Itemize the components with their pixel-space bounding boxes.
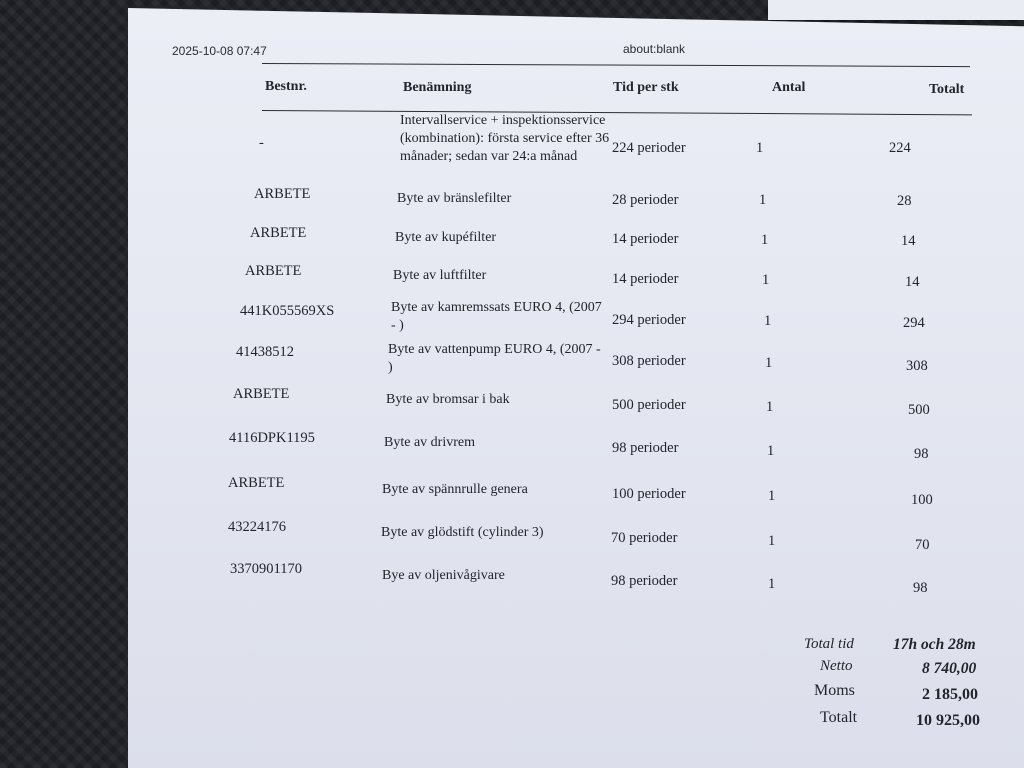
row-0-desc: Intervallservice + inspektionsservice (kombination): första service efter 36 månader; sedan var 24:a månad <box>400 113 610 164</box>
row-7-antal: 1 <box>767 443 775 459</box>
row-5-desc: Byte av vattenpump EURO 4, (2007 - ) <box>388 342 601 375</box>
summary-total-tid-label: Total tid <box>804 636 854 652</box>
row-10-antal: 1 <box>768 576 776 592</box>
row-7-totalt: 98 <box>914 446 929 462</box>
table-header-rule <box>262 110 972 115</box>
row-6-bestnr: ARBETE <box>233 386 290 402</box>
summary-netto-value: 8 740,00 <box>922 660 977 677</box>
row-0-bestnr: - <box>259 135 264 151</box>
row-10-desc: Bye av oljenivågivare <box>382 568 505 583</box>
row-1-desc: Byte av bränslefilter <box>397 191 512 206</box>
table-top-rule <box>262 63 970 67</box>
summary-totalt-value: 10 925,00 <box>916 712 980 729</box>
row-1-totalt: 28 <box>897 193 912 209</box>
row-7-bestnr: 4116DPK1195 <box>229 430 315 446</box>
row-10-totalt: 98 <box>913 580 928 596</box>
row-2-desc: Byte av kupéfilter <box>395 230 497 245</box>
row-0-totalt: 224 <box>889 140 911 156</box>
row-4-totalt: 294 <box>903 315 925 331</box>
row-10-tid: 98 perioder <box>611 573 678 589</box>
row-9-totalt: 70 <box>915 537 930 553</box>
row-9-antal: 1 <box>768 533 776 549</box>
row-2-totalt: 14 <box>901 233 916 249</box>
row-6-tid: 500 perioder <box>612 397 686 413</box>
summary-total-tid-value: 17h och 28m <box>893 636 976 653</box>
row-3-totalt: 14 <box>905 274 920 290</box>
row-7-desc: Byte av drivrem <box>384 435 475 450</box>
row-2-bestnr: ARBETE <box>250 225 307 241</box>
row-5-tid: 308 perioder <box>612 353 686 369</box>
col-header-antal: Antal <box>772 80 806 95</box>
row-2-antal: 1 <box>761 232 769 248</box>
row-0-antal: 1 <box>756 140 764 156</box>
row-0-tid: 224 perioder <box>612 140 686 156</box>
print-datetime: 2025-10-08 07:47 <box>172 44 267 58</box>
row-4-antal: 1 <box>764 313 772 329</box>
row-7-tid: 98 perioder <box>612 440 679 456</box>
row-9-tid: 70 perioder <box>611 530 678 546</box>
row-5-antal: 1 <box>765 355 773 371</box>
row-9-desc: Byte av glödstift (cylinder 3) <box>381 525 544 540</box>
row-5-totalt: 308 <box>906 358 928 374</box>
row-8-antal: 1 <box>768 488 776 504</box>
summary-moms-label: Moms <box>814 682 855 699</box>
col-header-bestnr: Bestnr. <box>265 79 307 94</box>
row-2-tid: 14 perioder <box>612 231 679 247</box>
row-3-desc: Byte av luftfilter <box>393 268 487 283</box>
row-4-bestnr: 441K055569XS <box>240 303 335 319</box>
summary-moms-value: 2 185,00 <box>922 686 978 703</box>
row-10-bestnr: 3370901170 <box>230 561 302 577</box>
row-9-bestnr: 43224176 <box>228 519 286 535</box>
row-1-bestnr: ARBETE <box>254 186 311 202</box>
row-4-desc: Byte av kamremssats EURO 4, (2007 - ) <box>391 300 602 333</box>
row-3-bestnr: ARBETE <box>245 263 302 279</box>
row-6-desc: Byte av bromsar i bak <box>386 392 510 407</box>
row-8-bestnr: ARBETE <box>228 475 285 491</box>
col-header-benamning: Benämning <box>403 80 472 95</box>
print-page-title: about:blank <box>623 42 686 56</box>
row-3-antal: 1 <box>762 272 770 288</box>
row-1-tid: 28 perioder <box>612 192 679 208</box>
row-5-bestnr: 41438512 <box>236 344 294 360</box>
row-8-tid: 100 perioder <box>612 486 686 502</box>
row-1-antal: 1 <box>759 192 767 208</box>
row-8-totalt: 100 <box>911 492 933 508</box>
col-header-totalt: Totalt <box>929 82 965 97</box>
summary-totalt-label: Totalt <box>820 709 858 726</box>
row-4-tid: 294 perioder <box>612 312 686 328</box>
row-8-desc: Byte av spännrulle genera <box>382 482 528 497</box>
col-header-tid: Tid per stk <box>613 80 679 95</box>
row-3-tid: 14 perioder <box>612 271 679 287</box>
row-6-totalt: 500 <box>908 402 930 418</box>
summary-netto-label: Netto <box>820 658 853 674</box>
row-6-antal: 1 <box>766 399 774 415</box>
